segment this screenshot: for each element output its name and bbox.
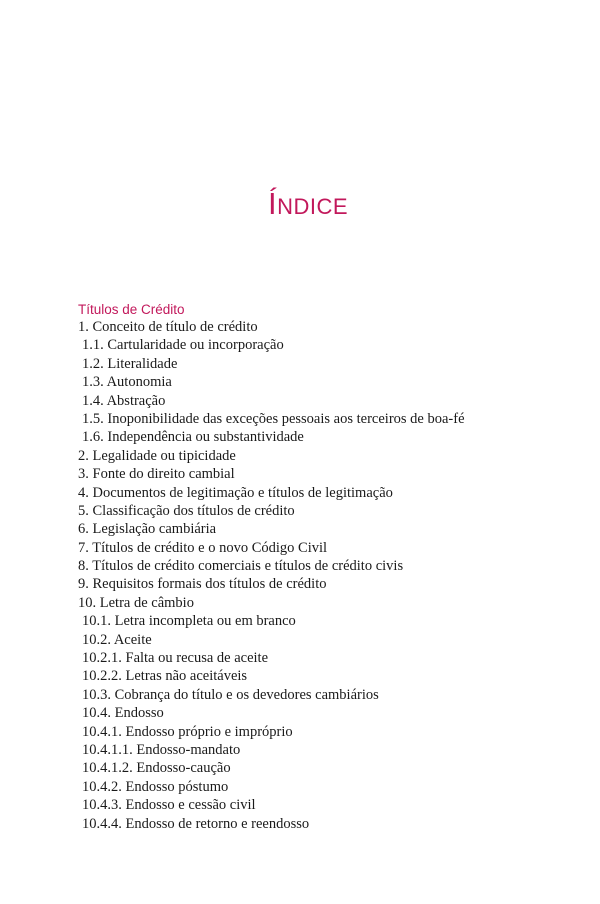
- page-title-rest: NDICE: [277, 194, 349, 219]
- toc-entry: 10.4.1. Endosso próprio e impróprio: [82, 723, 293, 740]
- toc-entry: 10.4. Endosso: [82, 705, 164, 722]
- toc-entry: 6. Legislação cambiária: [78, 521, 217, 538]
- toc-entry: 8. Títulos de crédito comerciais e títulos de crédito civis: [78, 558, 404, 575]
- toc-entry: 1. Conceito de título de crédito: [78, 319, 258, 335]
- toc-entry: 10.2.2. Letras não aceitáveis: [82, 668, 248, 685]
- toc-entry: 10.4.1.1. Endosso-mandato: [82, 741, 241, 758]
- toc-entry: 1.6. Independência ou substantividade: [82, 429, 304, 446]
- toc-entry: 10.3. Cobrança do título e os devedores cambiários: [82, 686, 379, 703]
- toc-entry: 10.4.1.2. Endosso-caução: [82, 760, 231, 777]
- toc-entry: 10.4.3. Endosso e cessão civil: [82, 797, 256, 814]
- page-title-first-letter: Í: [267, 186, 278, 221]
- toc-entry: 10. Letra de câmbio: [78, 594, 194, 611]
- toc-entry: 3. Fonte do direito cambial: [78, 466, 235, 483]
- toc-entry: 10.1. Letra incompleta ou em branco: [82, 613, 296, 630]
- toc-entry: 10.2. Aceite: [82, 631, 152, 648]
- toc-entry: 7. Títulos de crédito e o novo Código Civil: [78, 539, 328, 556]
- toc-entry: 1.4. Abstração: [82, 392, 166, 409]
- toc-entry: 10.2.1. Falta ou recusa de aceite: [82, 650, 269, 667]
- toc-entry: 1.2. Literalidade: [82, 355, 178, 372]
- toc-entry: 10.4.4. Endosso de retorno e reendosso: [82, 815, 310, 832]
- toc-entry: 4. Documentos de legitimação e títulos de legitimação: [78, 484, 393, 501]
- section-heading: Títulos de Crédito: [78, 302, 185, 317]
- toc-entry: 1.5. Inoponibilidade das exceções pessoais aos terceiros de boa-fé: [82, 410, 465, 427]
- toc-entry: 5. Classificação dos títulos de crédito: [78, 502, 295, 519]
- toc-entry: 1.3. Autonomia: [82, 374, 172, 391]
- page-title: [0, 186, 600, 222]
- toc-entry: 2. Legalidade ou tipicidade: [78, 447, 236, 464]
- toc-entry: 9. Requisitos formais dos títulos de crédito: [78, 576, 327, 593]
- table-of-contents: [78, 318, 465, 833]
- toc-entry: 10.4.2. Endosso póstumo: [82, 778, 229, 795]
- toc-entry: 1.1. Cartularidade ou incorporação: [82, 337, 284, 354]
